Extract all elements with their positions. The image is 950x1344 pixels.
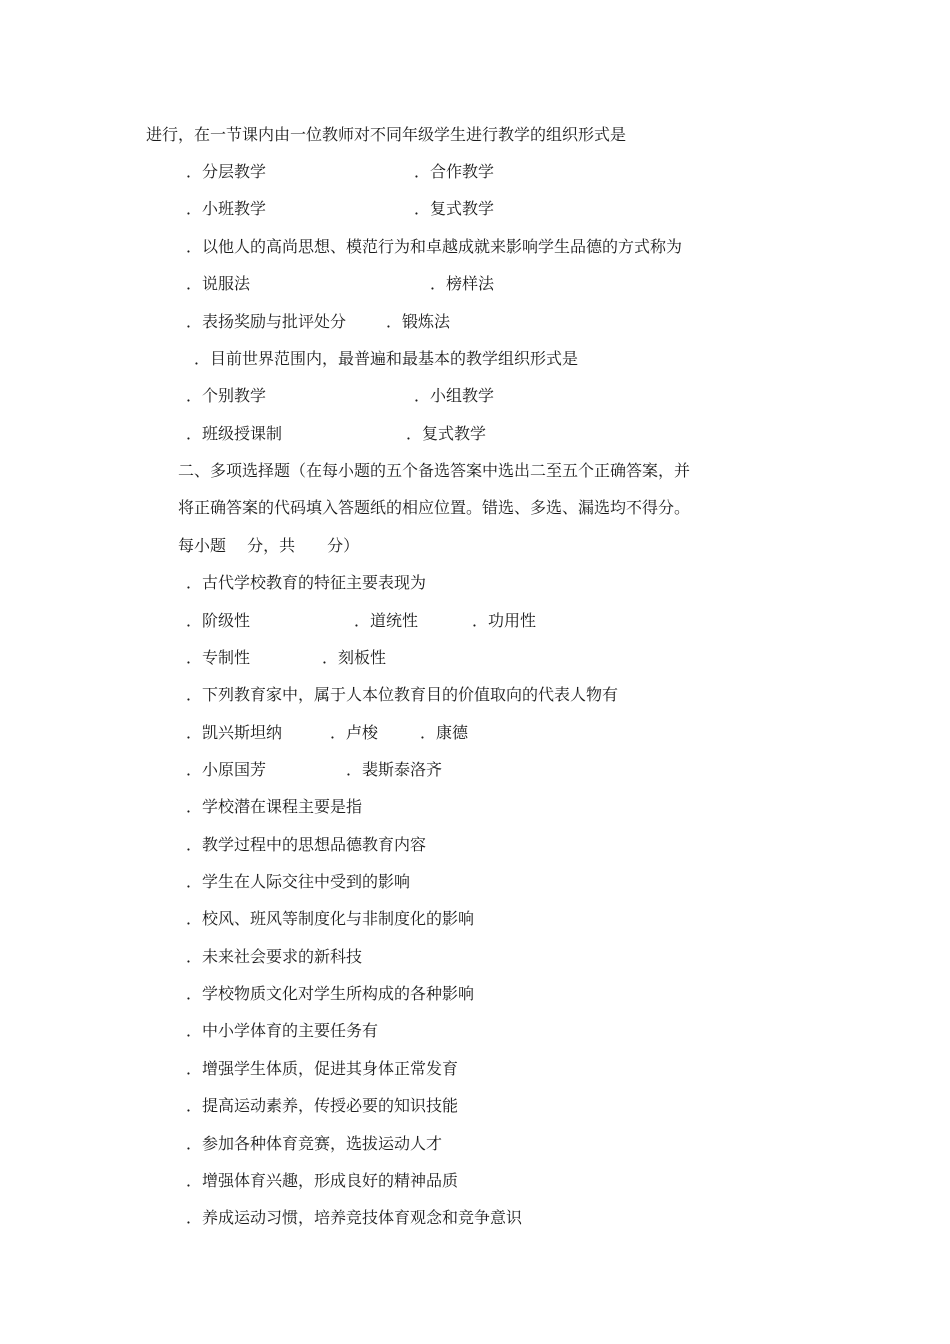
question-text: ．中小学体育的主要任务有: [186, 1021, 379, 1040]
option-text: ．刻板性: [322, 648, 387, 667]
option-text: ．复式教学: [406, 424, 487, 443]
option-text: ．未来社会要求的新科技: [186, 947, 363, 966]
option-text: ．功用性: [472, 611, 537, 630]
option-text: ．合作教学: [414, 162, 495, 181]
option-text: ．教学过程中的思想品德教育内容: [186, 835, 427, 854]
option-text: ．增强学生体质，促进其身体正常发育: [186, 1059, 459, 1078]
option-text: ．小组教学: [414, 386, 495, 405]
option-text: ．学校物质文化对学生所构成的各种影响: [186, 984, 475, 1003]
option-text: ．参加各种体育竞赛，选拔运动人才: [186, 1134, 443, 1153]
option-text: ．卢梭: [330, 723, 379, 742]
question-text: ．以他人的高尚思想、模范行为和卓越成就来影响学生品德的方式称为: [186, 237, 683, 256]
option-text: ．锻炼法: [386, 312, 451, 331]
option-text: ．专制性: [186, 648, 251, 667]
section-heading: 二、多项选择题（在每小题的五个备选答案中选出二至五个正确答案，并: [178, 461, 691, 480]
option-text: ．班级授课制: [186, 424, 283, 443]
option-text: ．阶级性: [186, 611, 251, 630]
section-heading: 每小题 分，共 分）: [178, 536, 360, 555]
option-text: ．增强体育兴趣，形成良好的精神品质: [186, 1171, 459, 1190]
question-text: ．目前世界范围内，最普遍和最基本的教学组织形式是: [194, 349, 579, 368]
question-text: 进行，在一节课内由一位教师对不同年级学生进行教学的组织形式是: [146, 125, 627, 144]
option-text: ．道统性: [354, 611, 419, 630]
option-text: ．说服法: [186, 274, 251, 293]
option-text: ．榜样法: [430, 274, 495, 293]
option-text: ．养成运动习惯，培养竞技体育观念和竞争意识: [186, 1208, 523, 1227]
option-text: ．康德: [420, 723, 469, 742]
section-heading: 将正确答案的代码填入答题纸的相应位置。错选、多选、漏选均不得分。: [178, 498, 691, 517]
option-text: ．分层教学: [186, 162, 267, 181]
option-text: ．小班教学: [186, 199, 267, 218]
option-text: ．凯兴斯坦纳: [186, 723, 283, 742]
option-text: ．校风、班风等制度化与非制度化的影响: [186, 909, 475, 928]
option-text: ．裴斯泰洛齐: [346, 760, 443, 779]
option-text: ．学生在人际交往中受到的影响: [186, 872, 411, 891]
option-text: ．表扬奖励与批评处分: [186, 312, 347, 331]
question-text: ．学校潜在课程主要是指: [186, 797, 363, 816]
question-text: ．下列教育家中，属于人本位教育目的价值取向的代表人物有: [186, 685, 619, 704]
option-text: ．复式教学: [414, 199, 495, 218]
option-text: ．小原国芳: [186, 760, 267, 779]
question-text: ．古代学校教育的特征主要表现为: [186, 573, 427, 592]
option-text: ．提高运动素养，传授必要的知识技能: [186, 1096, 459, 1115]
option-text: ．个别教学: [186, 386, 267, 405]
